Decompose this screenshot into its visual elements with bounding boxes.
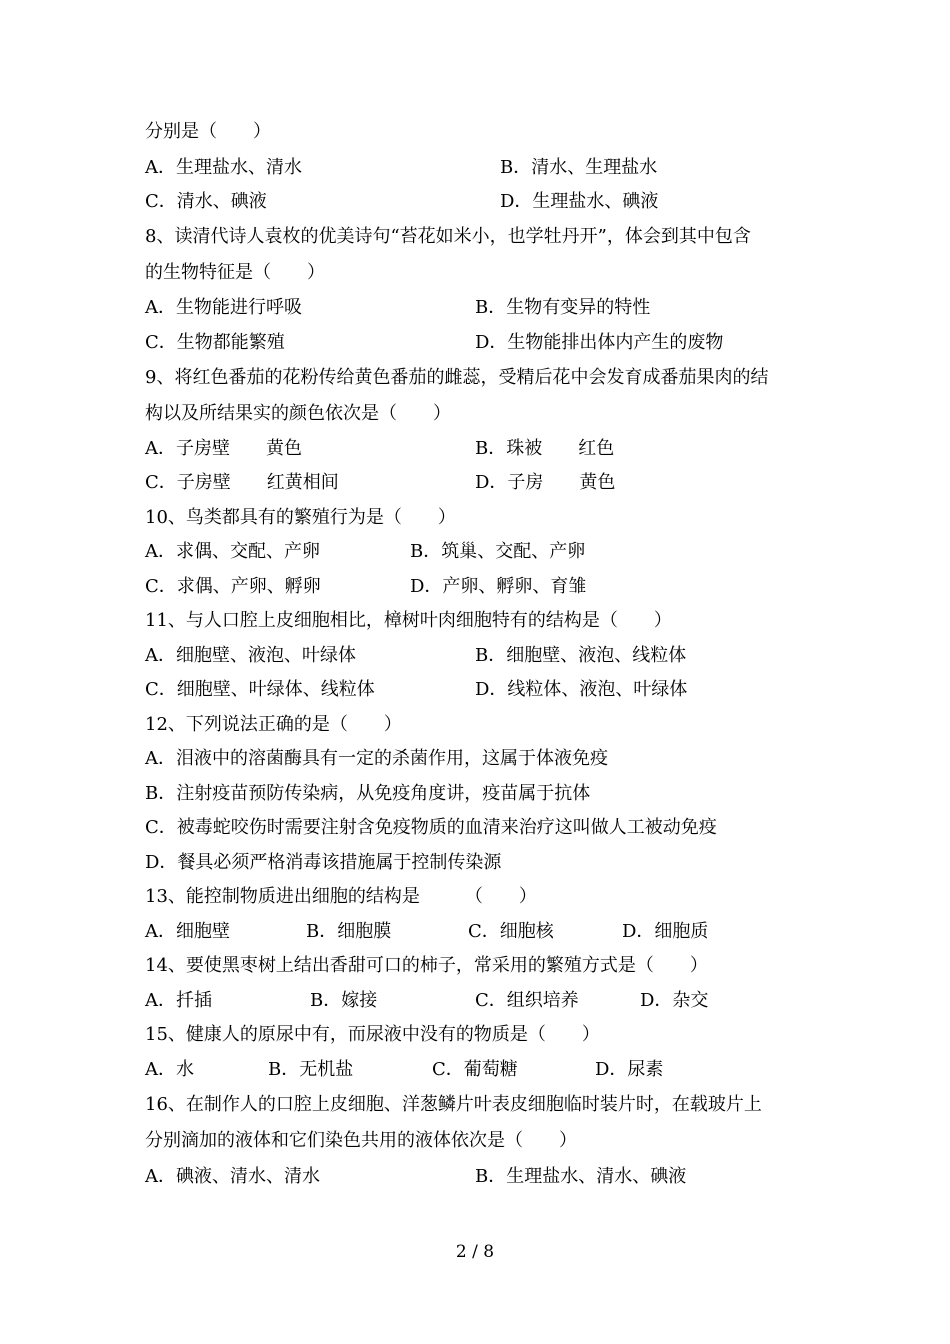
question-9-option-c: C．子房壁 红黄相间	[145, 472, 339, 493]
question-7-option-d: D．生理盐水、碘液	[500, 191, 659, 212]
question-9-stem-line2: 构以及所结果实的颜色依次是（ ）	[145, 403, 451, 424]
question-14-option-c: C．组织培养	[475, 990, 579, 1011]
question-10-option-a: A．求偶、交配、产卵	[145, 541, 320, 562]
question-16-stem-line1: 16、在制作人的口腔上皮细胞、洋葱鳞片叶表皮细胞临时装片时，在载玻片上	[145, 1094, 762, 1115]
question-7-option-a: A．生理盐水、清水	[145, 157, 302, 178]
question-15-stem: 15、健康人的原尿中有，而尿液中没有的物质是（ ）	[145, 1024, 600, 1045]
question-16-option-b: B．生理盐水、清水、碘液	[475, 1166, 687, 1187]
question-12-stem: 12、下列说法正确的是（ ）	[145, 714, 402, 735]
question-15-option-b: B．无机盐	[268, 1059, 354, 1080]
question-8-stem-line2: 的生物特征是（ ）	[145, 262, 325, 283]
question-13-option-a: A．细胞壁	[145, 921, 230, 942]
question-10-option-b: B．筑巢、交配、产卵	[410, 541, 586, 562]
question-9-option-b: B．珠被 红色	[475, 438, 615, 459]
question-14-option-b: B．嫁接	[310, 990, 378, 1011]
question-12-option-b: B．注射疫苗预防传染病，从免疫角度讲，疫苗属于抗体	[145, 783, 591, 804]
question-8-option-d: D．生物能排出体内产生的废物	[475, 332, 724, 353]
question-13-option-c: C．细胞核	[468, 921, 554, 942]
question-9-option-a: A．子房壁 黄色	[145, 438, 302, 459]
question-8-option-c: C．生物都能繁殖	[145, 332, 285, 353]
question-12-option-d: D．餐具必须严格消毒该措施属于控制传染源	[145, 852, 502, 873]
question-10-option-d: D．产卵、孵卵、育雏	[410, 576, 587, 597]
question-11-stem: 11、与人口腔上皮细胞相比，樟树叶肉细胞特有的结构是（ ）	[145, 610, 672, 631]
question-7-option-c: C．清水、碘液	[145, 191, 267, 212]
question-11-option-a: A．细胞壁、液泡、叶绿体	[145, 645, 356, 666]
question-15-option-d: D．尿素	[595, 1059, 664, 1080]
question-11-option-d: D．线粒体、液泡、叶绿体	[475, 679, 688, 700]
question-9-option-d: D．子房 黄色	[475, 472, 616, 493]
question-13-stem: 13、能控制物质进出细胞的结构是 （ ）	[145, 886, 537, 907]
question-15-option-a: A．水	[145, 1059, 194, 1080]
question-11-option-b: B．细胞壁、液泡、线粒体	[475, 645, 687, 666]
question-7-stem-end: 分别是（ ）	[145, 121, 271, 142]
page-number: 2 / 8	[455, 1242, 495, 1262]
question-16-option-a: A．碘液、清水、清水	[145, 1166, 320, 1187]
question-8-option-b: B．生物有变异的特性	[475, 297, 651, 318]
question-11-option-c: C．细胞壁、叶绿体、线粒体	[145, 679, 375, 700]
question-14-option-a: A．扦插	[145, 990, 212, 1011]
question-12-option-a: A．泪液中的溶菌酶具有一定的杀菌作用，这属于体液免疫	[145, 748, 608, 769]
question-9-stem-line1: 9、将红色番茄的花粉传给黄色番茄的雌蕊，受精后花中会发育成番茄果肉的结	[145, 367, 769, 388]
question-16-stem-line2: 分别滴加的液体和它们染色共用的液体依次是（ ）	[145, 1130, 577, 1151]
question-14-stem: 14、要使黑枣树上结出香甜可口的柿子，常采用的繁殖方式是（ ）	[145, 955, 708, 976]
question-10-option-c: C．求偶、产卵、孵卵	[145, 576, 321, 597]
question-14-option-d: D．杂交	[640, 990, 709, 1011]
question-7-option-b: B．清水、生理盐水	[500, 157, 658, 178]
question-13-option-d: D．细胞质	[622, 921, 709, 942]
question-13-option-b: B．细胞膜	[306, 921, 392, 942]
question-12-option-c: C．被毒蛇咬伤时需要注射含免疫物质的血清来治疗这叫做人工被动免疫	[145, 817, 717, 838]
question-8-stem-line1: 8、读清代诗人袁枚的优美诗句“苔花如米小，也学牡丹开”，体会到其中包含	[145, 226, 751, 247]
question-10-stem: 10、鸟类都具有的繁殖行为是（ ）	[145, 507, 456, 528]
question-15-option-c: C．葡萄糖	[432, 1059, 518, 1080]
question-8-option-a: A．生物能进行呼吸	[145, 297, 302, 318]
